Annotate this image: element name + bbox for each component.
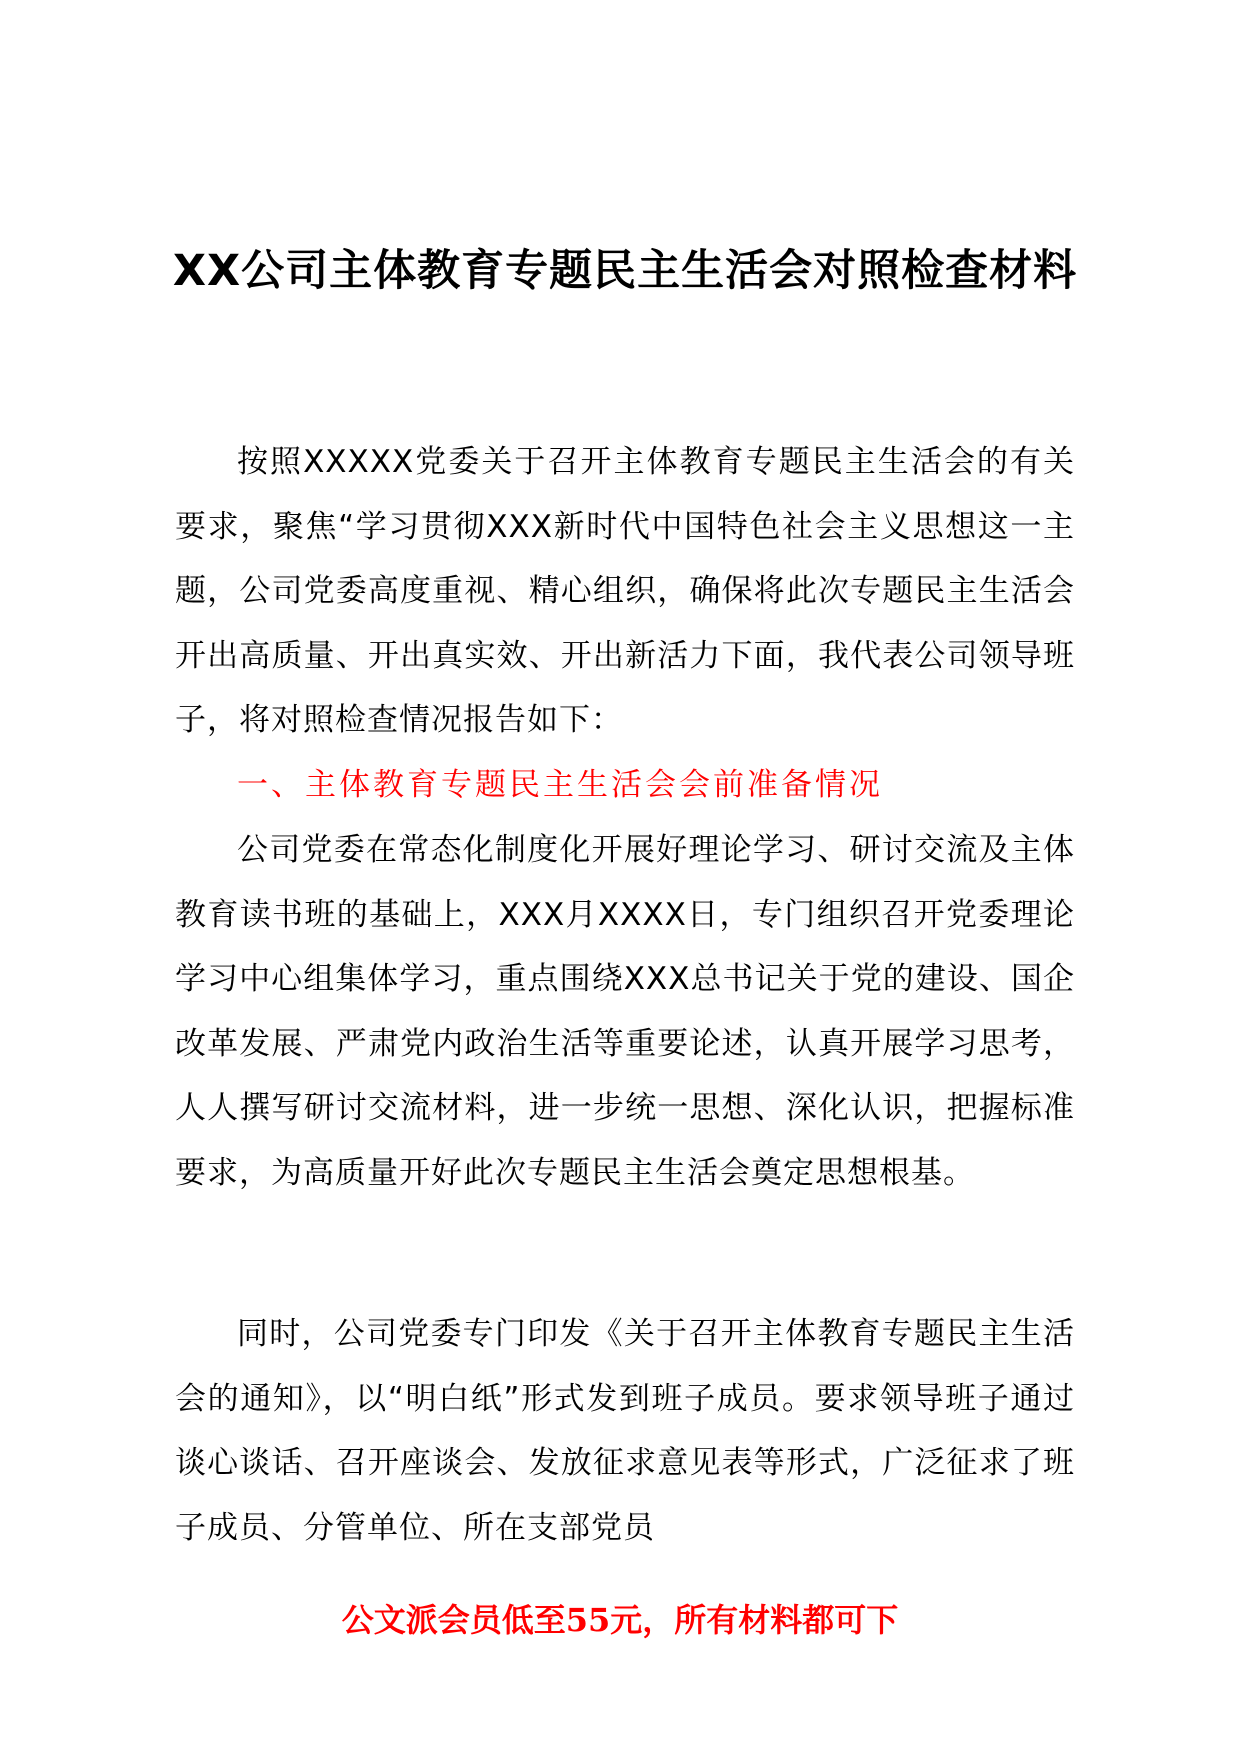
paragraph-intro: 按照XXXXX党委关于召开主体教育专题民主生活会的有关要求，聚焦“学习贯彻XXX新时代中国特色社会主义思想这一主题，公司党委高度重视、精心组织，确保将此次专题民主生活会开出高质量、开出真实效、开出新活力下面，我代表公司领导班子，将对照检查情况报告如下：: [175, 444, 1075, 738]
promo-footer: 公文派会员低至55元，所有材料都可下: [341, 1601, 899, 1639]
paragraph-preparation: 公司党委在常态化制度化开展好理论学习、研讨交流及主体教育读书班的基础上，XXX月XXXX日，专门组织召开党委理论学习中心组集体学习，重点围绕XXX总书记关于党的建设、国企改革发展、严肃党内政治生活等重要论述，认真开展学习思考，人人撰写研讨交流材料，进一步统一思想、深化认识，把握标准要求，为高质量开好此次专题民主生活会奠定思想根基。: [175, 832, 1075, 1191]
paragraph-notice: 同时，公司党委专门印发《关于召开主体教育专题民主生活会的通知》，以“明白纸”形式发到班子成员。要求领导班子通过谈心谈话、召开座谈会、发放征求意见表等形式，广泛征求了班子成员、分管单位、所在支部党员: [175, 1316, 1075, 1546]
document-title: XX公司主体教育专题民主生活会对照检查材料: [172, 246, 1078, 296]
section-heading: 一、主体教育专题民主生活会会前准备情况: [237, 767, 883, 803]
